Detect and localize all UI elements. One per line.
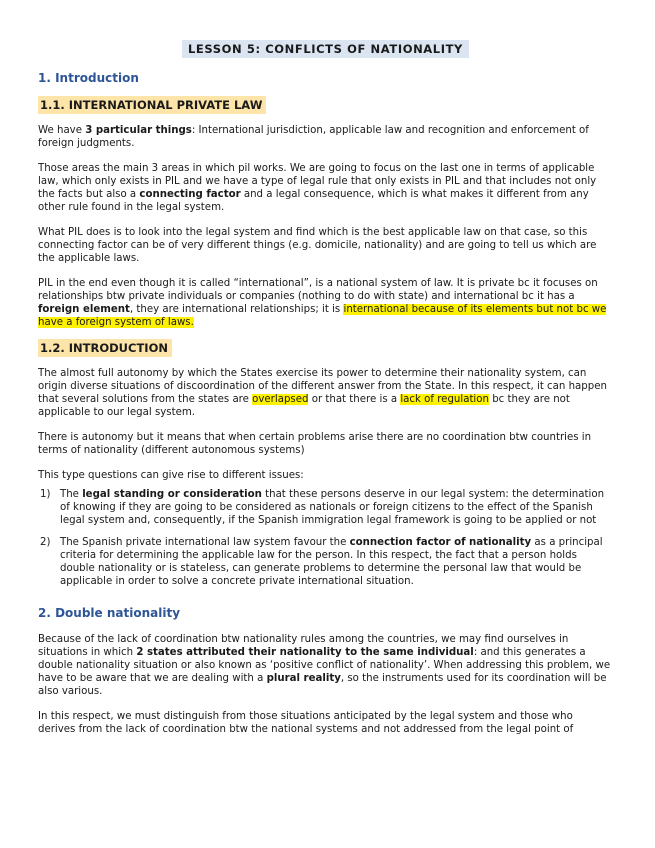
paragraph-particular-things: We have 3 particular things: International jurisdiction, applicable law and recognition and enforcement of foreign judgments. — [38, 125, 589, 149]
paragraph-issues-intro: This type questions can give rise to different issues: — [38, 470, 304, 481]
lesson-title — [38, 38, 613, 57]
paragraph-distinguish: In this respect, we must distinguish from those situations anticipated by the legal system and those who derives from the lack of coordination btw the national systems and not addressed from the legal point of — [38, 711, 574, 735]
subsection-1-1-heading — [38, 98, 613, 112]
paragraph-autonomy: The almost full autonomy by which the States exercise its power to determine their nationality system, can origin diverse situations of discoordination of the different answer from the State. In this respect, it can happen that several solutions from the states are overlapsed or that there is a lack of regulation bc they are not applicable to our legal system. — [38, 368, 607, 418]
paragraph-pil-purpose: What PIL does is to look into the legal system and find which is the best applicable law on that case, so this connecting factor can be of very different things (e.g. domicile, nationality) and are going to tell us which are the applicable laws. — [38, 227, 597, 264]
highlight-overlapsed: overlapsed — [252, 394, 309, 405]
paragraph-double-nationality: Because of the lack of coordination btw nationality rules among the countries, we may find ourselves in situations in which 2 states attributed their nationality to the same individual: and this generates a double nationality situation or also known as ‘positive conflict of nationality’. When addressing this problem, we have to be aware that we are dealing with a plural reality, so the instruments used for its coordination will be also various. — [38, 634, 611, 697]
subsection-1-2-heading-text: 1.2. INTRODUCTION — [38, 339, 172, 357]
issues-list — [38, 488, 613, 588]
section-1-heading: 1. Introduction — [38, 71, 139, 85]
subsection-1-1-heading-text: 1.1. INTERNATIONAL PRIVATE LAW — [38, 96, 266, 114]
paragraph-pil-national-system: PIL in the end even though it is called “international”, is a national system of law. It is private bc it focuses on relationships btw private individuals or companies (nothing to do with state) and international bc it has a foreign element, they are international relationships; it is international because of its elements but not bc we have a foreign system of laws. — [38, 278, 607, 328]
section-2-heading: 2. Double nationality — [38, 606, 181, 620]
paragraph-no-coordination: There is autonomy but it means that when certain problems arise there are no coordination btw countries in terms of nationality (different autonomous systems) — [38, 432, 592, 456]
highlight-lack-of-regulation: lack of regulation — [400, 394, 489, 405]
highlight-international: international because of its elements but not bc we have a foreign system of laws. — [38, 304, 607, 328]
list-item: 1) The legal standing or consideration that these persons deserve in our legal system: the determination of knowing if they are going to be considered as nationals or foreign citizens to the effect of the Spanish legal system and, consequently, if the Spanish immigration legal framework is going to be applied or not — [40, 489, 605, 526]
paragraph-connecting-factor: Those areas the main 3 areas in which pil works. We are going to focus on the last one in terms of applicable law, which only exists in PIL and we have a type of legal rule that only exists in PIL and that includes not only the facts but also a connecting factor and a legal consequence, which is what makes it different from any other rule found in the legal system. — [38, 163, 597, 213]
list-item: 2) The Spanish private international law system favour the connection factor of nationality as a principal criteria for determining the applicable law for the person. In this respect, the fact that a person holds double nationality or is stateless, can generate problems to determine the personal law that would be applicable in order to solve a concrete private international situation. — [40, 537, 603, 587]
lesson-title-text: LESSON 5: CONFLICTS OF NATIONALITY — [182, 40, 469, 58]
subsection-1-2-heading — [38, 341, 613, 355]
